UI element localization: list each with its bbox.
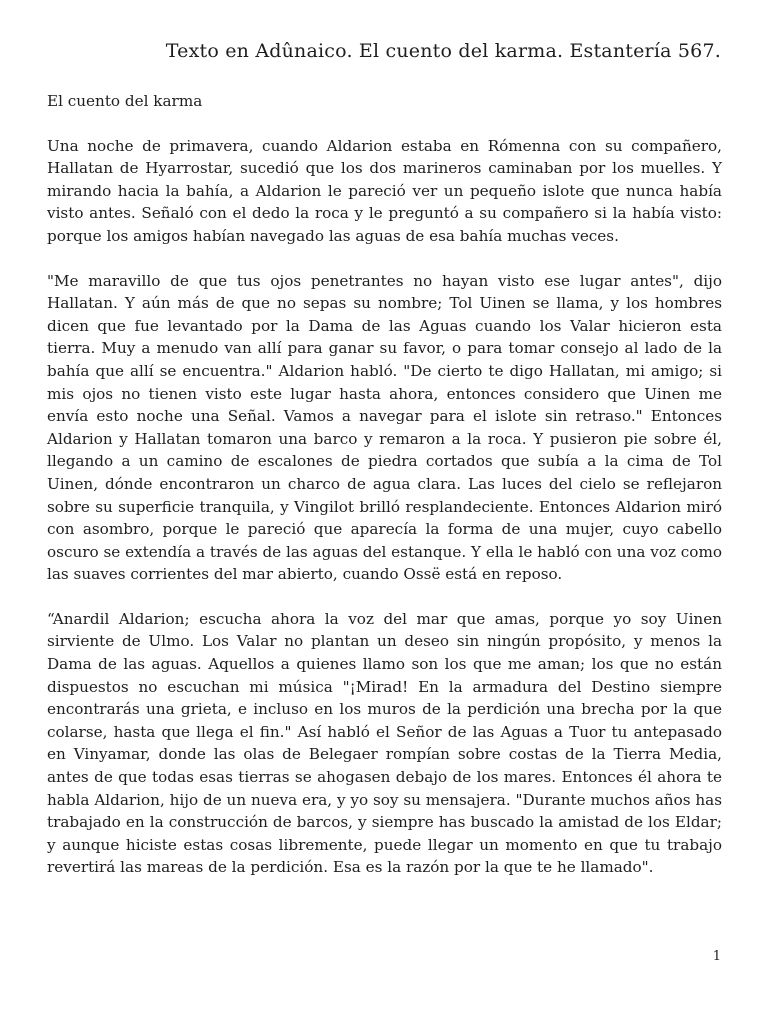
page-number: 1	[712, 949, 721, 964]
paragraph: Una noche de primavera, cuando Aldarion estaba en Rómenna con su compañero, Hallatan de Hyarrostar, sucedió que los dos marineros caminaban por los muelles. Y mirando hacia la bahía, a Aldarion le pareció ver un pequeño islote que nunca había visto antes. Señaló con el dedo la roca y le preguntó a su compañero si la había visto: porque los amigos habían navegado las aguas de esa bahía muchas veces.	[47, 136, 722, 245]
paragraph: "Me maravillo de que tus ojos penetrantes no hayan visto ese lugar antes", dijo Hallatan. Y aún más de que no sepas su nombre; Tol Uinen se llama, y los hombres dicen que fue levantado por la Dama de las Aguas cuando los Valar hicieron esta tierra. Muy a menudo van allí para ganar su favor, o para tomar consejo al lado de la bahía que allí se encuentra." Aldarion habló. "De cierto te digo Hallatan, mi amigo; si mis ojos no tienen visto este lugar hasta ahora, entonces considero que Uinen me envía esto noche una Señal. Vamos a navegar para el islote sin retraso." Entonces Aldarion y Hallatan tomaron una barco y remaron a la roca. Y pusieron pie sobre él, llegando a un camino de escalones de piedra cortados que subía a la cima de Tol Uinen, dónde encontraron un charco de agua clara. Las luces del cielo se reflejaron sobre su superficie tranquila, y Vingilot brilló resplandeciente. Entonces Aldarion miró con asombro, porque le pareció que aparecía la forma de una mujer, cuyo cabello oscuro se extendía a través de las aguas del estanque. Y ella le habló con una voz como las suaves corrientes del mar abierto, cuando Ossë está en reposo.	[47, 271, 722, 584]
page-header-title: Texto en Adûnaico. El cuento del karma. Estantería 567.	[165, 40, 721, 62]
document-body	[47, 90, 722, 901]
paragraph: “Anardil Aldarion; escucha ahora la voz del mar que amas, porque yo soy Uinen sirviente de Ulmo. Los Valar no plantan un deseo sin ningún propósito, y menos la Dama de las aguas. Aquellos a quienes llamo son los que me aman; los que no están dispuestos no escuchan mi música "¡Mirad! En la armadura del Destino siempre encontrarás una grieta, e incluso en los muros de la perdición una brecha por la que colarse, hasta que llega el fin." Así habló el Señor de las Aguas a Tuor tu antepasado en Vinyamar, donde las olas de Belegaer rompían sobre costas de la Tierra Media, antes de que todas esas tierras se ahogasen debajo de los mares. Entonces él ahora te habla Aldarion, hijo de un nueva era, y yo soy su mensajera. "Durante muchos años has trabajado en la construcción de barcos, y siempre has buscado la amistad de los Eldar; y aunque hiciste estas cosas libremente, puede llegar un momento en que tu trabajo revertirá las mareas de la perdición. Esa es la razón por la que te he llamado".	[47, 609, 722, 877]
chapter-title: El cuento del karma	[47, 92, 203, 110]
